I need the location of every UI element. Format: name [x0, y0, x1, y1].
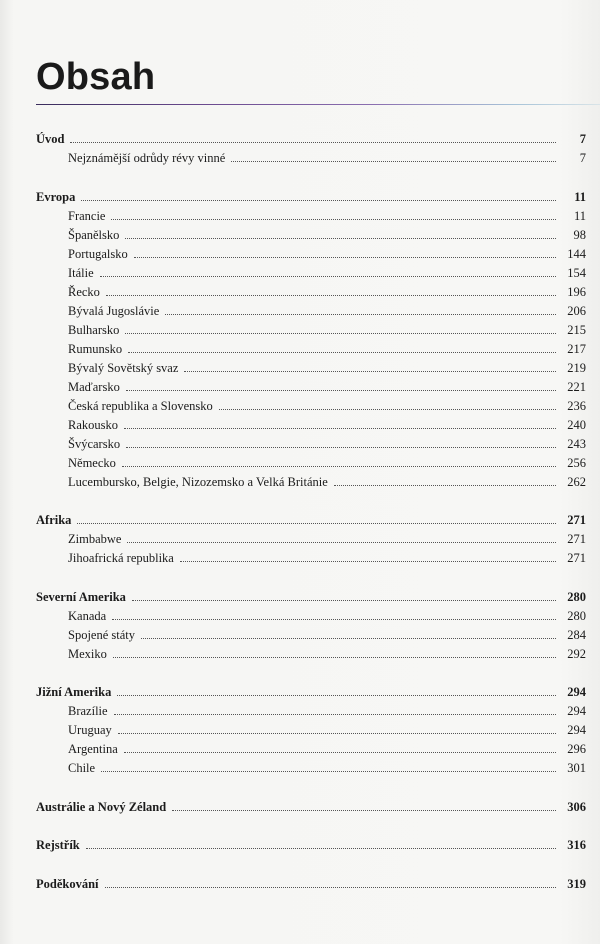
toc-section-label: Austrálie a Nový Zéland: [36, 799, 167, 814]
toc-page-number: 319: [567, 876, 586, 891]
toc-entry-label: Francie: [68, 208, 106, 223]
toc-section: [36, 798, 586, 817]
dot-leader: [128, 351, 556, 353]
toc-page-number: 271: [567, 551, 586, 565]
dot-leader: [219, 408, 556, 410]
toc-page-number: 11: [573, 208, 586, 223]
dot-leader: [100, 275, 556, 277]
toc-page-number: 98: [573, 227, 586, 242]
toc-section-label: Poděkování: [36, 876, 99, 891]
toc-page-number: 219: [567, 360, 586, 375]
toc-entry[interactable]: [36, 721, 586, 740]
page-title: Obsah: [36, 56, 156, 98]
toc-section-label: Úvod: [36, 132, 65, 146]
toc-page-number: 294: [567, 704, 586, 718]
dot-leader: [77, 522, 556, 524]
toc-section-heading[interactable]: [36, 511, 586, 530]
toc-page-number: 7: [579, 132, 586, 146]
toc-entry[interactable]: [36, 607, 586, 626]
toc-section-heading[interactable]: [36, 588, 586, 607]
toc-entry-label: Spojené státy: [68, 627, 136, 642]
toc-entry-label: Nejznámější odrůdy révy vinné: [68, 151, 226, 165]
toc-page-number: 292: [567, 646, 586, 661]
toc-page-number: 271: [567, 513, 586, 527]
toc-page-number: 144: [567, 246, 586, 261]
toc-entry-label: Kanada: [68, 608, 107, 623]
dot-leader: [118, 732, 556, 734]
toc-entry-label: Bulharsko: [68, 322, 120, 337]
toc-section: [36, 836, 586, 855]
toc-entry-label: Řecko: [68, 284, 100, 299]
toc-section-heading[interactable]: [36, 188, 586, 207]
dot-leader: [86, 847, 556, 849]
toc-entry-label: Argentina: [68, 742, 118, 756]
dot-leader: [126, 446, 556, 448]
toc-entry[interactable]: [36, 359, 586, 378]
dot-leader: [124, 427, 556, 429]
toc-entry[interactable]: [36, 321, 586, 340]
toc-page-number: 294: [567, 723, 586, 737]
toc-entry-label: Jihoafrická republika: [68, 551, 174, 565]
dot-leader: [101, 770, 556, 772]
dot-leader: [111, 218, 556, 220]
dot-leader: [184, 370, 556, 372]
toc-section-heading[interactable]: [36, 130, 586, 149]
toc-section: [36, 188, 586, 492]
dot-leader: [124, 751, 556, 753]
toc-section-heading[interactable]: [36, 683, 586, 702]
toc-page-number: 236: [567, 398, 586, 413]
toc-page-number: 154: [567, 265, 586, 280]
toc-section-label: Afrika: [36, 513, 72, 527]
toc-section-heading[interactable]: [36, 798, 586, 817]
toc-section-label: Evropa: [36, 189, 76, 204]
toc-page-number: 256: [567, 455, 586, 470]
toc-entry-label: Bývalý Sovětský svaz: [68, 360, 179, 375]
toc-entry[interactable]: [36, 530, 586, 549]
toc-entry[interactable]: [36, 149, 586, 168]
toc-entry[interactable]: [36, 645, 586, 664]
toc-entry[interactable]: [36, 378, 586, 397]
toc-page-number: 215: [567, 322, 586, 337]
toc-page-number: 271: [567, 532, 586, 546]
toc-entry[interactable]: [36, 416, 586, 435]
toc-entry[interactable]: [36, 207, 586, 226]
dot-leader: [126, 389, 556, 391]
toc-entry[interactable]: [36, 454, 586, 473]
dot-leader: [70, 141, 556, 143]
dot-leader: [127, 541, 556, 543]
toc-entry[interactable]: [36, 626, 586, 645]
toc-entry-label: Švýcarsko: [68, 436, 121, 451]
toc-page-number: 284: [567, 627, 586, 642]
toc-page-number: 296: [567, 742, 586, 756]
toc-entry[interactable]: [36, 283, 586, 302]
toc-entry-label: Itálie: [68, 265, 94, 280]
toc-entry[interactable]: [36, 397, 586, 416]
toc-entry[interactable]: [36, 302, 586, 321]
toc-entry[interactable]: [36, 549, 586, 568]
toc-section-heading[interactable]: [36, 836, 586, 855]
dot-leader: [105, 886, 556, 888]
title-divider: [36, 104, 600, 105]
toc-entry-label: Portugalsko: [68, 246, 128, 261]
toc-section-heading[interactable]: [36, 875, 586, 894]
toc-section-label: Rejstřík: [36, 838, 80, 852]
dot-leader: [180, 560, 556, 562]
toc-entry[interactable]: [36, 473, 586, 492]
toc-page-number: 316: [567, 838, 586, 852]
toc-page-number: 243: [567, 436, 586, 451]
toc-section-label: Jižní Amerika: [36, 685, 112, 699]
toc-entry-label: Brazílie: [68, 704, 108, 718]
toc-page-number: 196: [567, 284, 586, 299]
toc-entry-label: Uruguay: [68, 723, 112, 737]
toc-section-label: Severní Amerika: [36, 589, 126, 604]
dot-leader: [106, 294, 556, 296]
toc-page-number: 11: [574, 189, 586, 204]
dot-leader: [132, 599, 556, 601]
dot-leader: [231, 160, 556, 162]
toc-entry-label: Německo: [68, 455, 116, 470]
toc-page-number: 240: [567, 417, 586, 432]
toc-page-number: 206: [567, 303, 586, 318]
toc-section: [36, 130, 586, 168]
dot-leader: [165, 313, 556, 315]
toc-entry-label: Chile: [68, 761, 96, 775]
dot-leader: [125, 237, 556, 239]
toc-entry-label: Mexiko: [68, 646, 107, 661]
toc-entry-label: Zimbabwe: [68, 532, 122, 546]
toc-page-number: 7: [579, 151, 586, 165]
toc-entry[interactable]: [36, 264, 586, 283]
dot-leader: [125, 332, 556, 334]
table-of-contents: [36, 130, 586, 913]
toc-page-number: 294: [567, 685, 586, 699]
toc-entry[interactable]: [36, 340, 586, 359]
dot-leader: [117, 694, 556, 696]
toc-entry-label: Rakousko: [68, 417, 118, 432]
toc-page-number: 280: [567, 608, 586, 623]
toc-entry[interactable]: [36, 702, 586, 721]
toc-page-number: 217: [567, 341, 586, 356]
dot-leader: [334, 484, 556, 486]
toc-entry-label: Česká republika a Slovensko: [68, 398, 213, 413]
toc-entry-label: Lucembursko, Belgie, Nizozemsko a Velká Británie: [68, 474, 328, 489]
dot-leader: [112, 618, 556, 620]
toc-entry-label: Bývalá Jugoslávie: [68, 303, 160, 318]
toc-entry[interactable]: [36, 759, 586, 778]
toc-page-number: 262: [567, 474, 586, 489]
toc-entry-label: Španělsko: [68, 227, 120, 242]
toc-page-number: 221: [567, 379, 586, 394]
toc-entry[interactable]: [36, 435, 586, 454]
toc-page-number: 306: [567, 799, 586, 814]
toc-entry-label: Maďarsko: [68, 379, 120, 394]
dot-leader: [113, 656, 556, 658]
dot-leader: [141, 637, 556, 639]
dot-leader: [114, 713, 556, 715]
toc-section: [36, 511, 586, 568]
toc-entry[interactable]: [36, 245, 586, 264]
toc-page-number: 301: [567, 761, 586, 775]
toc-entry-label: Rumunsko: [68, 341, 123, 356]
toc-section: [36, 588, 586, 664]
dot-leader: [172, 809, 556, 811]
toc-page-number: 280: [567, 589, 586, 604]
dot-leader: [134, 256, 556, 258]
toc-section: [36, 875, 586, 894]
toc-section: [36, 683, 586, 778]
dot-leader: [122, 465, 556, 467]
dot-leader: [81, 199, 556, 201]
toc-entry[interactable]: [36, 740, 586, 759]
toc-entry[interactable]: [36, 226, 586, 245]
